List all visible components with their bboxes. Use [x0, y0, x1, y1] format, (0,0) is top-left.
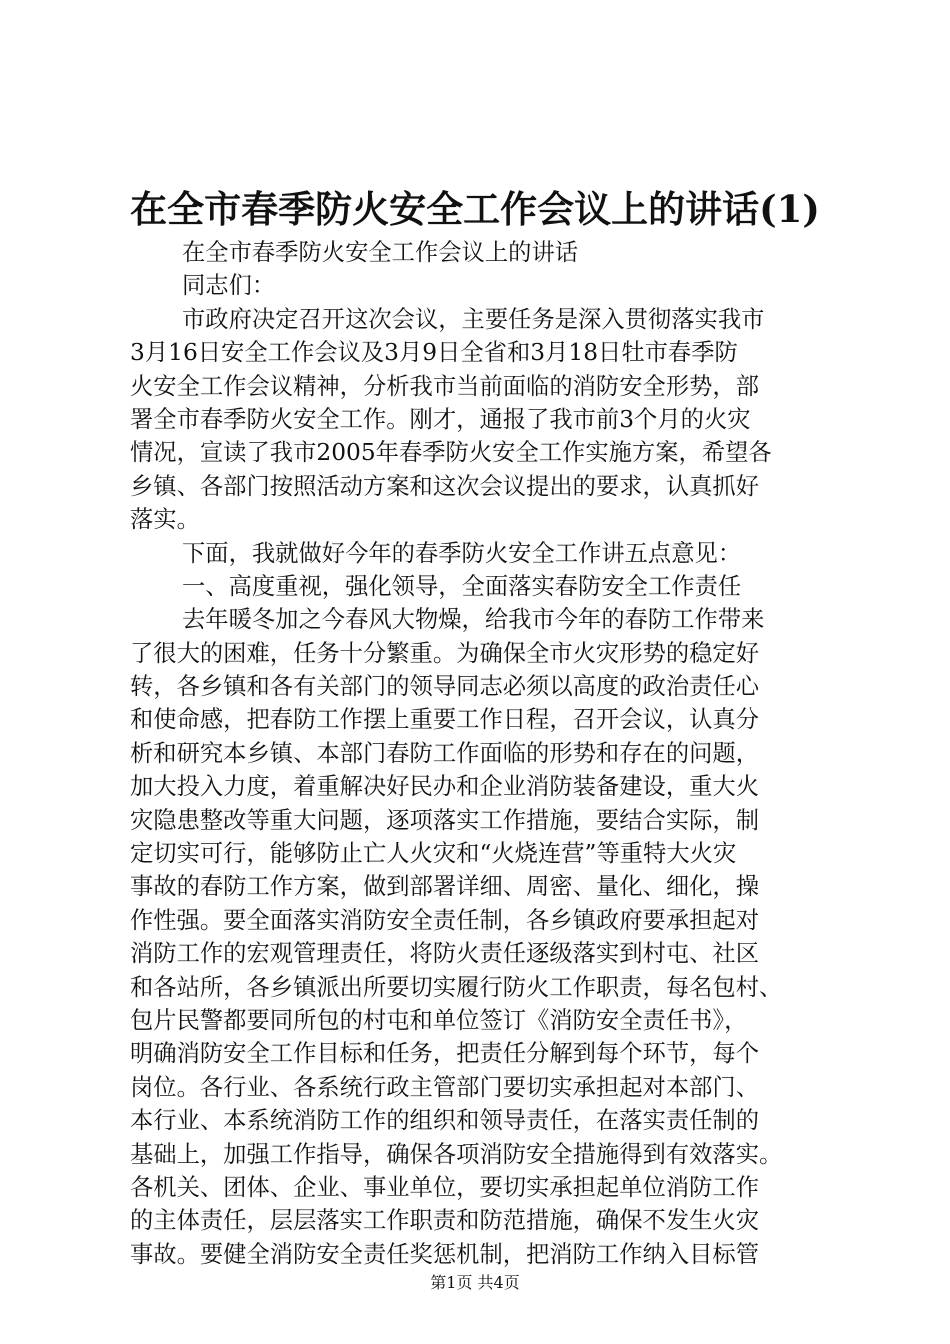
paragraph-line: 3月16日安全工作会议及3月9日全省和3月18日牡市春季防	[130, 339, 738, 367]
paragraph-line: 事故的春防工作方案，做到部署详细、周密、量化、细化，操	[130, 873, 760, 901]
paragraph-line: 析和研究本乡镇、本部门春防工作面临的形势和存在的问题，	[130, 739, 760, 767]
paragraph-line: 火安全工作会议精神，分析我市当前面临的消防安全形势，部	[130, 372, 760, 400]
section-heading: 一、高度重视，强化领导，全面落实春防安全工作责任	[182, 572, 742, 600]
paragraph-line: 岗位。各行业、各系统行政主管部门要切实承担起对本部门、	[130, 1073, 760, 1101]
paragraph-line: 灾隐患整改等重大问题，逐项落实工作措施，要结合实际，制	[130, 806, 760, 834]
paragraph-line: 本行业、本系统消防工作的组织和领导责任，在落实责任制的	[130, 1107, 760, 1135]
page-number-footer: 第1页 共4页	[430, 1273, 520, 1292]
paragraph-line: 和使命感，把春防工作摆上重要工作日程，召开会议，认真分	[130, 706, 760, 734]
paragraph-line: 作性强。要全面落实消防安全责任制，各乡镇政府要承担起对	[130, 906, 760, 934]
paragraph-line: 和各站所，各乡镇派出所要切实履行防火工作职责，每名包村、	[130, 973, 783, 1001]
document-body	[130, 236, 850, 1271]
paragraph-line: 下面，我就做好今年的春季防火安全工作讲五点意见：	[182, 539, 742, 567]
paragraph-line: 基础上，加强工作指导，确保各项消防安全措施得到有效落实。	[130, 1140, 783, 1168]
subtitle-line: 在全市春季防火安全工作会议上的讲话	[182, 239, 579, 266]
paragraph-line: 消防工作的宏观管理责任，将防火责任逐级落实到村屯、社区	[130, 940, 760, 968]
paragraph-line: 了很大的困难，任务十分繁重。为确保全市火灾形势的稳定好	[130, 639, 760, 667]
paragraph-line: 的主体责任，层层落实工作职责和防范措施，确保不发生火灾	[130, 1207, 760, 1235]
salutation-line: 同志们：	[182, 272, 276, 300]
paragraph-line: 市政府决定召开这次会议，主要任务是深入贯彻落实我市	[182, 305, 765, 333]
paragraph-line: 乡镇、各部门按照活动方案和这次会议提出的要求，认真抓好	[130, 472, 760, 500]
paragraph-line: 去年暖冬加之今春风大物燥，给我市今年的春防工作带来	[182, 606, 765, 634]
paragraph-line: 情况，宣读了我市2005年春季防火安全工作实施方案，希望各	[130, 439, 772, 467]
paragraph-line: 各机关、团体、企业、事业单位，要切实承担起单位消防工作	[130, 1173, 760, 1201]
paragraph-line: 落实。	[130, 506, 200, 534]
paragraph-line: 事故。要健全消防安全责任奖惩机制，把消防工作纳入目标管	[130, 1240, 760, 1268]
paragraph-line: 加大投入力度，着重解决好民办和企业消防装备建设，重大火	[130, 773, 760, 801]
paragraph-line: 包片民警都要同所包的村屯和单位签订《消防安全责任书》，	[130, 1006, 748, 1034]
paragraph-line: 明确消防安全工作目标和任务，把责任分解到每个环节，每个	[130, 1040, 760, 1068]
paragraph-line: 转，各乡镇和各有关部门的领导同志必须以高度的政治责任心	[130, 673, 760, 701]
paragraph-line: 定切实可行，能够防止亡人火灾和“火烧连营”等重特大火灾	[130, 840, 737, 868]
paragraph-line: 署全市春季防火安全工作。刚才，通报了我市前3个月的火灾	[130, 405, 751, 433]
document-title: 在全市春季防火安全工作会议上的讲话(1)	[130, 187, 820, 231]
